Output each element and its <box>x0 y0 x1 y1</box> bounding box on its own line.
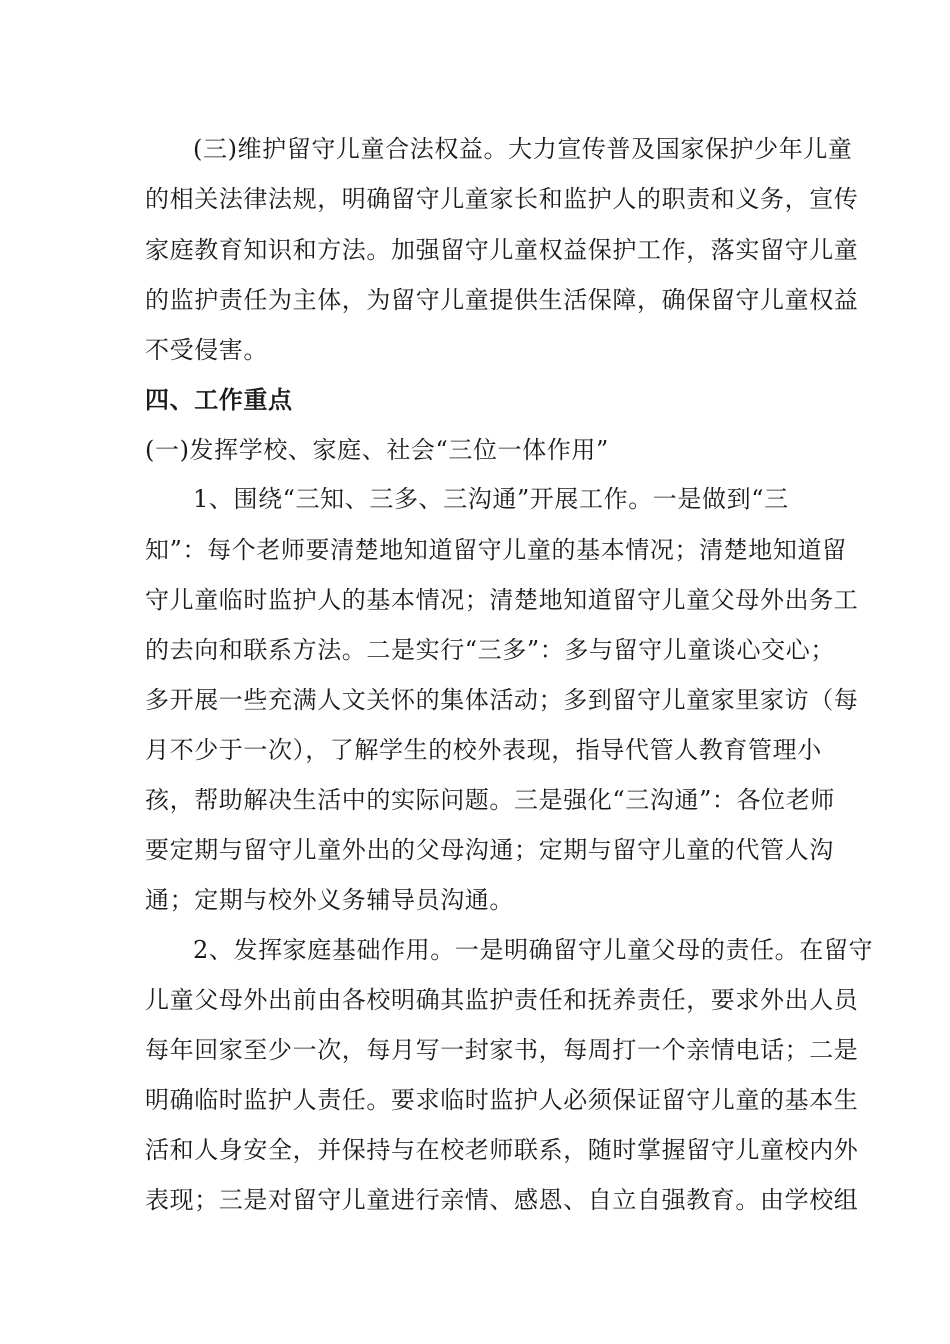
paragraph-3-line-1: (三)维护留守儿童合法权益。大力宣传普及国家保护少年儿童 <box>193 135 853 163</box>
item-2-line-4: 明确临时监护人责任。要求临时监护人必须保证留守儿童的基本生 <box>145 1086 859 1114</box>
paragraph-3-line-4: 的监护责任为主体，为留守儿童提供生活保障，确保留守儿童权益 <box>145 286 859 314</box>
paragraph-3-line-5: 不受侵害。 <box>145 336 268 364</box>
item-1-line-4: 的去向和联系方法。二是实行“三多”：多与留守儿童谈心交心； <box>145 636 835 664</box>
item-1-line-6: 月不少于一次），了解学生的校外表现，指导代管人教育管理小 <box>145 736 822 764</box>
section-4-subheading: (一)发挥学校、家庭、社会“三位一体作用” <box>145 436 609 464</box>
paragraph-3-line-2: 的相关法律法规，明确留守儿童家长和监护人的职责和义务，宣传 <box>145 185 859 213</box>
item-1-line-3: 守儿童临时监护人的基本情况；清楚地知道留守儿童父母外出务工 <box>145 586 859 614</box>
item-1-line-1: 1、围绕“三知、三多、三沟通”开展工作。一是做到“三 <box>193 485 789 513</box>
item-2-line-1: 2、发挥家庭基础作用。一是明确留守儿童父母的责任。在留守 <box>193 936 874 964</box>
item-2-line-5: 活和人身安全，并保持与在校老师联系，随时掌握留守儿童校内外 <box>145 1136 859 1164</box>
section-4-heading: 四、工作重点 <box>145 385 293 414</box>
paragraph-3-line-3: 家庭教育知识和方法。加强留守儿童权益保护工作，落实留守儿童 <box>145 236 859 264</box>
item-1-line-5: 多开展一些充满人文关怀的集体活动；多到留守儿童家里家访（每 <box>145 686 859 714</box>
item-2-line-6: 表现；三是对留守儿童进行亲情、感恩、自立自强教育。由学校组 <box>145 1186 859 1214</box>
item-1-line-8: 要定期与留守儿童外出的父母沟通；定期与留守儿童的代管人沟 <box>145 836 834 864</box>
item-2-line-3: 每年回家至少一次，每月写一封家书，每周打一个亲情电话；二是 <box>145 1036 859 1064</box>
item-1-line-7: 孩，帮助解决生活中的实际问题。三是强化“三沟通”：各位老师 <box>145 786 835 814</box>
item-2-line-2: 儿童父母外出前由各校明确其监护责任和抚养责任，要求外出人员 <box>145 986 859 1014</box>
item-1-line-9: 通；定期与校外义务辅导员沟通。 <box>145 886 514 914</box>
item-1-line-2: 知”：每个老师要清楚地知道留守儿童的基本情况；清楚地知道留 <box>145 536 847 564</box>
